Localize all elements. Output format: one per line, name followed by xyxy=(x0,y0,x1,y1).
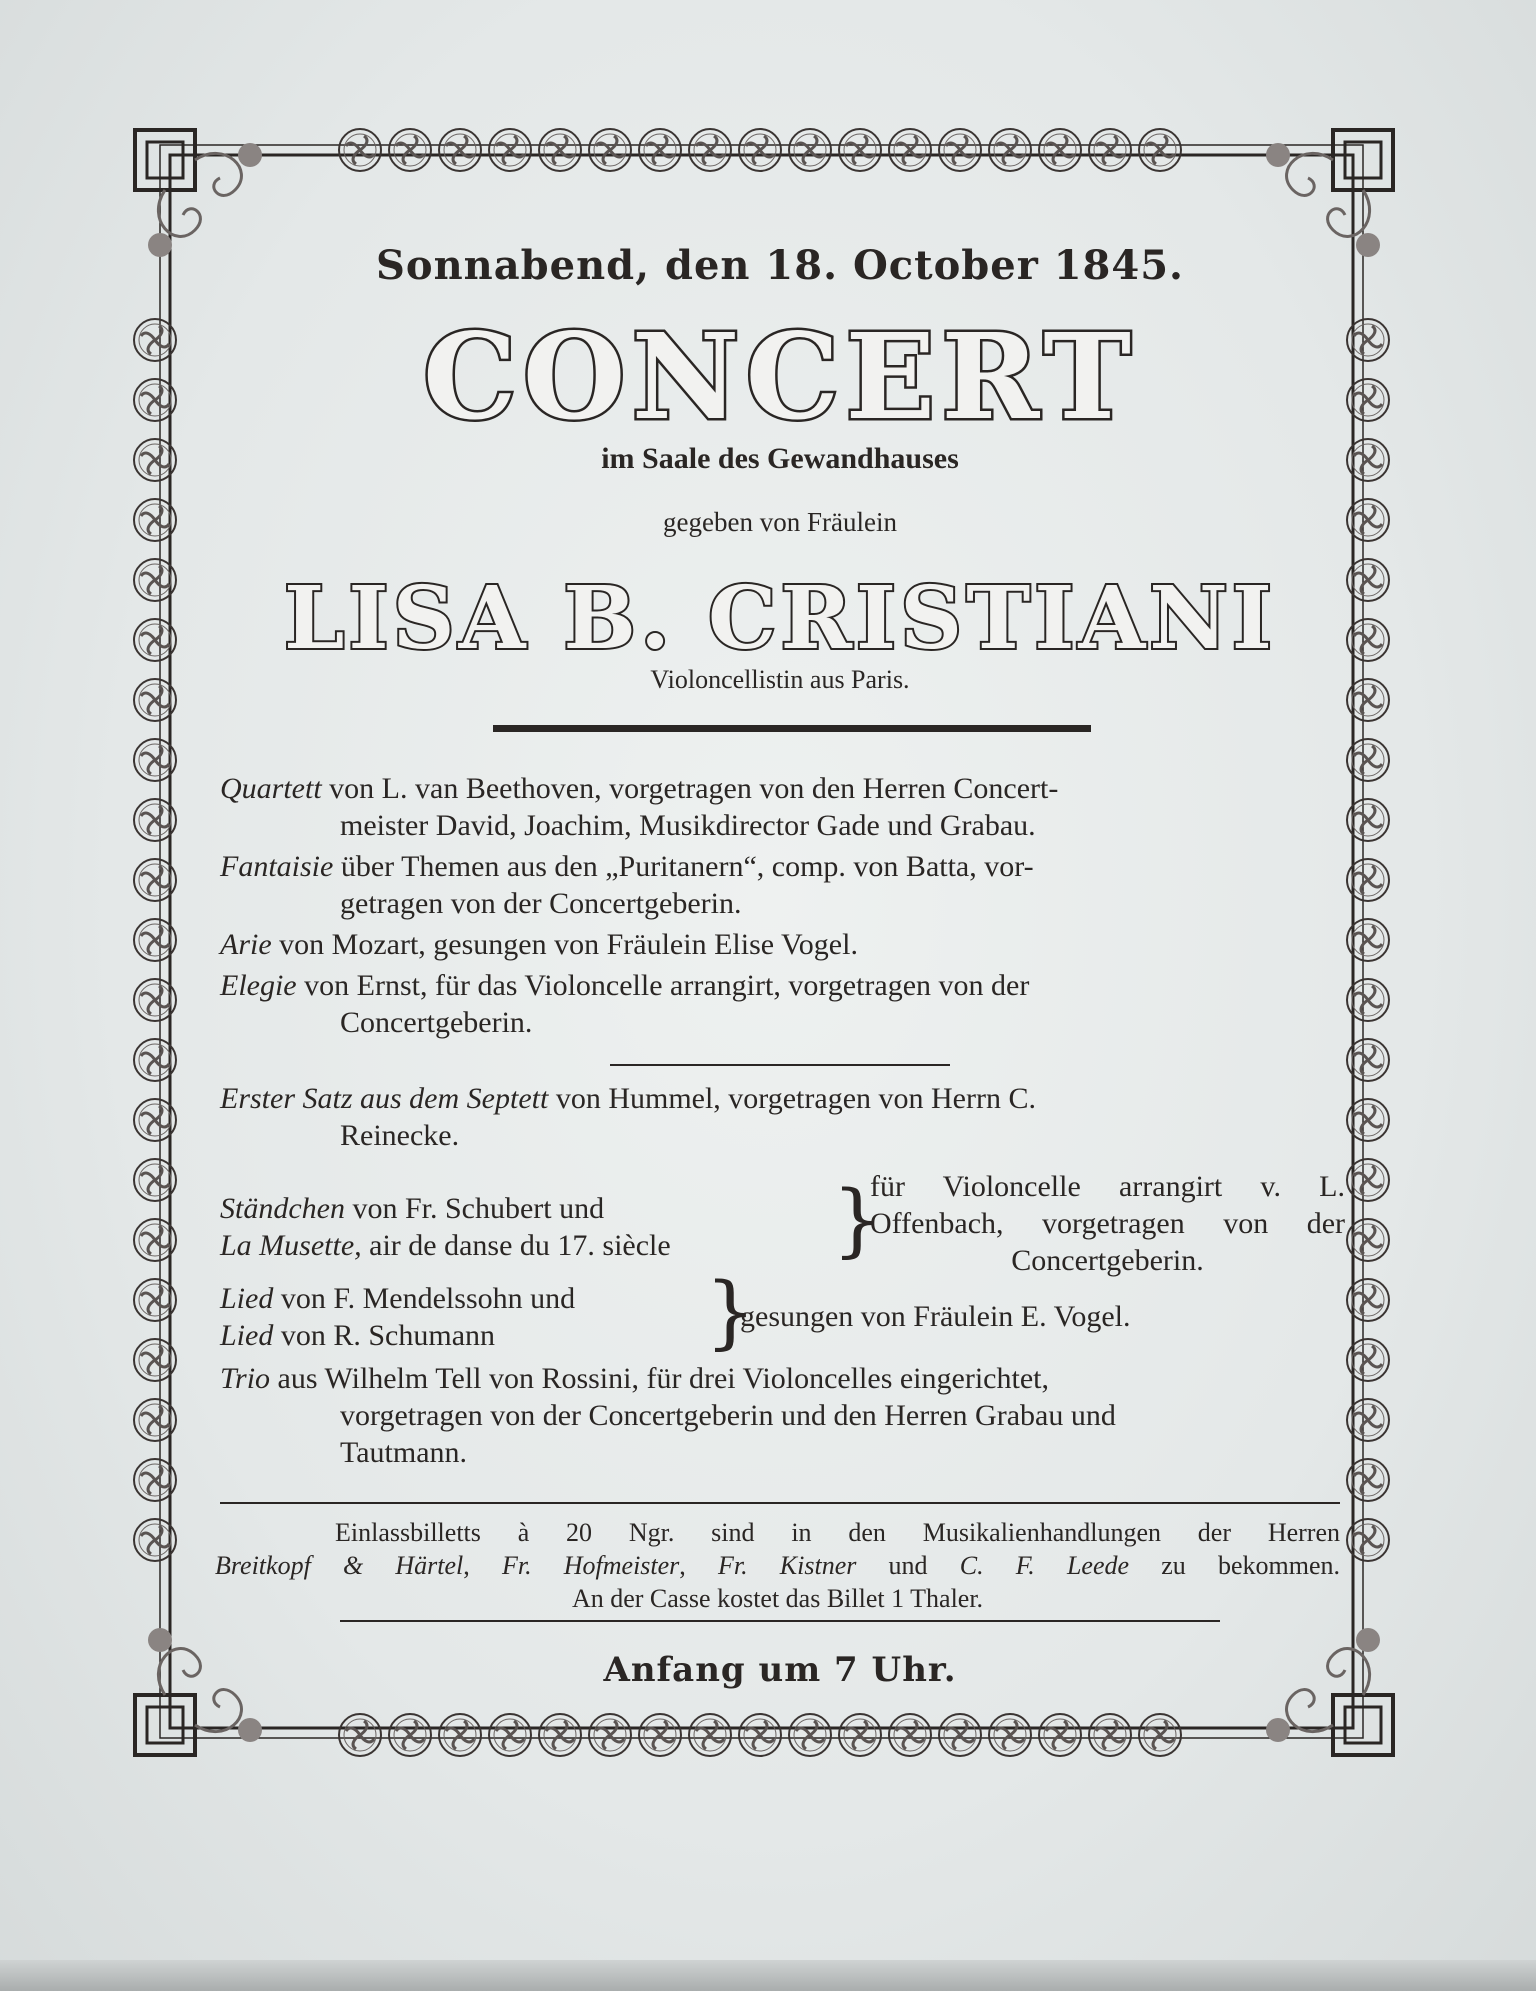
given-by: gegeben von Fräulein xyxy=(663,507,897,537)
concert-date: Sonnabend, den 18. October 1845. xyxy=(376,242,1184,289)
divider-footer-2 xyxy=(340,1620,1220,1622)
poster-content: Sonnabend, den 18. October 1845. CONCERT im Saale des Gewandhauses gegeben von Fräulein LISA B. CRISTIANI Violoncellistin aus Paris. Quartett von L. van Beethoven, vorgetragen von den Herren Concert- meister David, Joachim, Musikdirector Gade und Grabau. Fantaisie über Themen aus den „Puritanern“, comp. von Batta, vor- getragen von der Concertgeberin. Arie von Mozart, gesungen von Fräulein Elise Vogel. Elegie von Ernst, für das Violoncelle arrangirt, vorgetragen von der Concertgeberin. Erster Satz aus dem Septett von Hummel, vorgetragen von Herrn C. Reinecke. Ständchen von Fr. Schubert und La Musette, air de danse du 17. siècle } für Violoncelle arrangirt v. L. Offenbach, vorgetragen von der Concertgeberin. Lied von F. Mendelssohn und Lied von R. Schumann } gesungen von Fräulein E. Vogel. Trio aus Wilhelm Tell von Rossini, für drei Violoncelles eingerichtet, vorgetragen von der Concertgeberin und den Herren Grabau und Tautmann. Einlassbilletts à 20 Ngr. sind in den Musikalienhandlungen der Herren Breitkopf & Härtel, Fr. Hofmeister, Fr. Kistner und C. F. Leede zu bekommen. An der Casse kostet das Billet 1 Thaler. Anfang um 7 Uhr. xyxy=(215,242,1345,1690)
program-part-2 xyxy=(220,1080,1345,1154)
performer-name xyxy=(215,560,1345,660)
svg-text:CONCERT: CONCERT xyxy=(422,307,1138,440)
brace: } xyxy=(705,1265,756,1358)
brace: } xyxy=(832,1173,883,1266)
program-item: Fantaisie über Themen aus den „Puritanern“, comp. von Batta, vor- getragen von der Concertgeberin. xyxy=(220,850,1034,920)
start-time: Anfang um 7 Uhr. xyxy=(603,1650,957,1690)
venue: im Saale des Gewandhauses xyxy=(601,442,959,475)
svg-text:LISA B. CRISTIANI: LISA B. CRISTIANI xyxy=(283,568,1277,660)
program-item: Quartett von L. van Beethoven, vorgetragen von den Herren Concert- meister David, Joachim, Musikdirector Gade und Grabau. xyxy=(220,772,1059,842)
program-item: Arie von Mozart, gesungen von Fräulein Elise Vogel. xyxy=(220,928,858,961)
divider-footer xyxy=(220,1502,1340,1504)
ticket-info: Einlassbilletts à 20 Ngr. sind in den Musikalienhandlungen der Herren Breitkopf & Härtel, Fr. Hofmeister, Fr. Kistner und C. F. Leede zu bekommen. An der Casse kostet das Billet 1 Thaler. xyxy=(215,1518,1340,1613)
concert-title xyxy=(215,300,1345,440)
divider-thin xyxy=(610,1064,950,1066)
program-part-1 xyxy=(220,770,1345,1041)
performer-role: Violoncellistin aus Paris. xyxy=(650,665,910,694)
program-item-trio: Trio aus Wilhelm Tell von Rossini, für drei Violoncelles eingerichtet, vorgetragen von der Concertgeberin und den Herren Grabau und Tautmann. xyxy=(220,1362,1116,1469)
divider-thick xyxy=(493,725,1091,732)
program-item: Elegie von Ernst, für das Violoncelle arrangirt, vorgetragen von der Concertgeberin. xyxy=(220,969,1030,1039)
program-item: Erster Satz aus dem Septett von Hummel, vorgetragen von Herrn C. Reinecke. xyxy=(220,1082,1036,1152)
